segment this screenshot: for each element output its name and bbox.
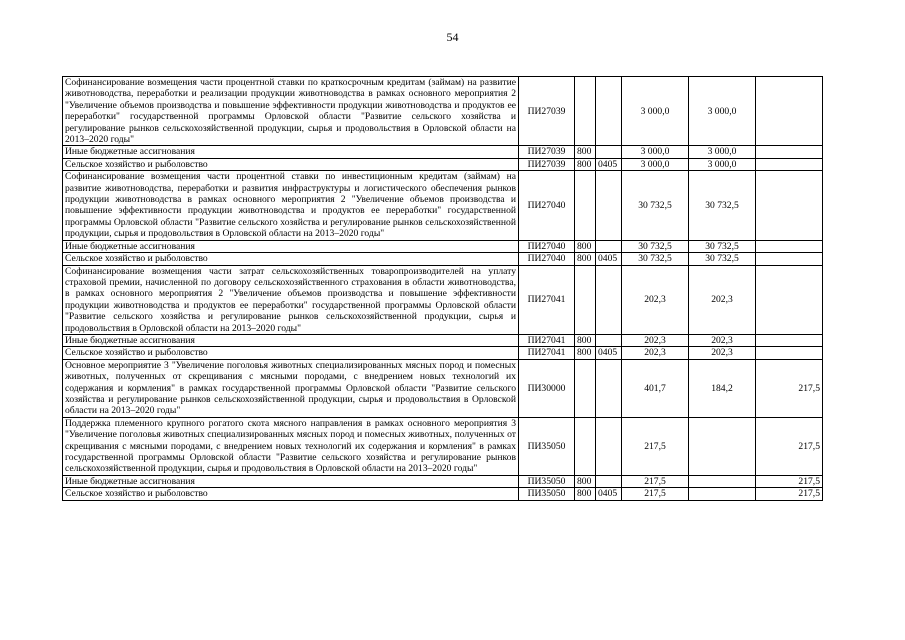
cell-target-code: ПИ35050 bbox=[519, 488, 575, 500]
table-row bbox=[63, 253, 823, 265]
cell-amount-col2: 184,2 bbox=[689, 359, 756, 417]
cell-amount-col2: 3 000,0 bbox=[689, 158, 756, 170]
cell-target-code: ПИ27040 bbox=[519, 253, 575, 265]
table-row bbox=[63, 475, 823, 487]
cell-expense-type: 800 bbox=[575, 475, 596, 487]
cell-target-code: ПИ27041 bbox=[519, 334, 575, 346]
cell-section-code bbox=[596, 146, 622, 158]
cell-description: Иные бюджетные ассигнования bbox=[63, 146, 519, 158]
table-row bbox=[63, 240, 823, 252]
cell-amount-total: 217,5 bbox=[622, 488, 689, 500]
cell-target-code: ПИ27041 bbox=[519, 347, 575, 359]
table-row bbox=[63, 359, 823, 417]
cell-target-code: ПИ35050 bbox=[519, 475, 575, 487]
cell-section-code: 0405 bbox=[596, 347, 622, 359]
cell-expense-type: 800 bbox=[575, 146, 596, 158]
cell-description: Софинансирование возмещения части затрат сельскохозяйственных товаропроизводителей на уплату страховой премии, начисленной по договору сельскохозяйственного страхования в области животноводства, в рамках основного мероприятия 2 "Увеличение объемов производства и повышение эффективности продукции животноводства и продуктов ее переработки" государственной программы Орловской области "Развитие сельского хозяйства и регулирование рынков сельскохозяйственной продукции, сырья и продовольствия в Орловской области на 2013–2020 годы" bbox=[63, 265, 519, 334]
cell-amount-col3: 217,5 bbox=[756, 417, 823, 475]
table-row bbox=[63, 146, 823, 158]
cell-section-code bbox=[596, 171, 622, 240]
cell-amount-col2: 202,3 bbox=[689, 334, 756, 346]
cell-amount-col3: 217,5 bbox=[756, 475, 823, 487]
cell-amount-col2: 202,3 bbox=[689, 347, 756, 359]
cell-section-code bbox=[596, 240, 622, 252]
cell-description: Софинансирование возмещения части процентной ставки по краткосрочным кредитам (займам) на развитие животноводства, переработки и реализации продукции животноводства в рамках основного мероприятия 2 "Увеличение объемов производства и повышение эффективности продукции животноводства и продуктов ее переработки" государственной программы Орловской области "Развитие сельского хозяйства и регулирование рынков сельскохозяйственной продукции, сырья и продовольствия в Орловской области на 2013–2020 годы" bbox=[63, 77, 519, 146]
cell-amount-col3 bbox=[756, 158, 823, 170]
cell-amount-total: 30 732,5 bbox=[622, 240, 689, 252]
cell-amount-col2 bbox=[689, 488, 756, 500]
cell-section-code: 0405 bbox=[596, 158, 622, 170]
table-row bbox=[63, 77, 823, 146]
cell-target-code: ПИ27039 bbox=[519, 146, 575, 158]
cell-section-code bbox=[596, 265, 622, 334]
cell-expense-type: 800 bbox=[575, 347, 596, 359]
cell-target-code: ПИ35050 bbox=[519, 417, 575, 475]
cell-description: Иные бюджетные ассигнования bbox=[63, 475, 519, 487]
cell-description: Иные бюджетные ассигнования bbox=[63, 334, 519, 346]
cell-amount-col3: 217,5 bbox=[756, 359, 823, 417]
cell-description: Сельское хозяйство и рыболовство bbox=[63, 347, 519, 359]
cell-amount-col2: 3 000,0 bbox=[689, 146, 756, 158]
cell-amount-total: 30 732,5 bbox=[622, 253, 689, 265]
cell-section-code bbox=[596, 77, 622, 146]
cell-expense-type: 800 bbox=[575, 334, 596, 346]
cell-description: Поддержка племенного крупного рогатого скота мясного направления в рамках основного мероприятия 3 "Увеличение поголовья животных специализированных мясных пород и помесных животных, полученных от скрещивания с мясными породами, с внедрением новых технологий их содержания и кормления" в рамках государственной программы Орловской области "Развитие сельского хозяйства и регулирование рынков сельскохозяйственной продукции, сырья и продовольствия в Орловской области на 2013–2020 годы" bbox=[63, 417, 519, 475]
cell-target-code: ПИ27040 bbox=[519, 171, 575, 240]
table-row bbox=[63, 417, 823, 475]
cell-amount-col3: 217,5 bbox=[756, 488, 823, 500]
cell-amount-col3 bbox=[756, 347, 823, 359]
cell-amount-total: 202,3 bbox=[622, 265, 689, 334]
cell-target-code: ПИ30000 bbox=[519, 359, 575, 417]
cell-target-code: ПИ27041 bbox=[519, 265, 575, 334]
cell-section-code: 0405 bbox=[596, 488, 622, 500]
cell-amount-col2: 202,3 bbox=[689, 265, 756, 334]
cell-section-code bbox=[596, 417, 622, 475]
cell-expense-type: 800 bbox=[575, 253, 596, 265]
cell-amount-total: 3 000,0 bbox=[622, 158, 689, 170]
cell-amount-total: 217,5 bbox=[622, 475, 689, 487]
cell-section-code: 0405 bbox=[596, 253, 622, 265]
cell-section-code bbox=[596, 359, 622, 417]
cell-amount-total: 3 000,0 bbox=[622, 146, 689, 158]
cell-expense-type bbox=[575, 171, 596, 240]
cell-expense-type bbox=[575, 359, 596, 417]
table-row bbox=[63, 158, 823, 170]
cell-amount-col3 bbox=[756, 171, 823, 240]
cell-amount-col2: 3 000,0 bbox=[689, 77, 756, 146]
cell-amount-col3 bbox=[756, 253, 823, 265]
cell-amount-col3 bbox=[756, 334, 823, 346]
cell-expense-type bbox=[575, 417, 596, 475]
table-row bbox=[63, 265, 823, 334]
cell-amount-col3 bbox=[756, 146, 823, 158]
cell-expense-type: 800 bbox=[575, 488, 596, 500]
cell-amount-col2 bbox=[689, 475, 756, 487]
table-row bbox=[63, 347, 823, 359]
cell-section-code bbox=[596, 334, 622, 346]
cell-amount-col3 bbox=[756, 240, 823, 252]
cell-description: Софинансирование возмещения части процентной ставки по инвестиционным кредитам (займам) на развитие животноводства, переработки и развития инфраструктуры и логистического обеспечения рынков продукции животноводства в рамках основного мероприятия 2 "Увеличение объемов производства и повышение эффективности продукции животноводства и продуктов ее переработки" государственной программы Орловской области "Развитие сельского хозяйства и регулирование рынков сельскохозяйственной продукции, сырья и продовольствия в Орловской области на 2013–2020 годы" bbox=[63, 171, 519, 240]
cell-section-code bbox=[596, 475, 622, 487]
cell-description: Сельское хозяйство и рыболовство bbox=[63, 253, 519, 265]
table-row bbox=[63, 171, 823, 240]
cell-expense-type: 800 bbox=[575, 158, 596, 170]
page-number: 54 bbox=[446, 30, 459, 44]
budget-table bbox=[62, 76, 823, 501]
cell-amount-total: 3 000,0 bbox=[622, 77, 689, 146]
cell-amount-col2: 30 732,5 bbox=[689, 171, 756, 240]
cell-amount-total: 202,3 bbox=[622, 334, 689, 346]
cell-amount-col2: 30 732,5 bbox=[689, 240, 756, 252]
table-row bbox=[63, 334, 823, 346]
cell-target-code: ПИ27039 bbox=[519, 77, 575, 146]
cell-description: Иные бюджетные ассигнования bbox=[63, 240, 519, 252]
cell-description: Сельское хозяйство и рыболовство bbox=[63, 488, 519, 500]
cell-expense-type: 800 bbox=[575, 240, 596, 252]
cell-description: Основное мероприятие 3 "Увеличение поголовья животных специализированных мясных пород и помесных животных, полученных от скрещивания с мясными породами, с внедрением новых технологий их содержания и кормления" в рамках государственной программы Орловской области "Развитие сельского хозяйства и регулирование рынков сельскохозяйственной продукции, сырья и продовольствия в Орловской области на 2013–2020 годы" bbox=[63, 359, 519, 417]
cell-amount-total: 401,7 bbox=[622, 359, 689, 417]
cell-amount-col3 bbox=[756, 265, 823, 334]
cell-target-code: ПИ27039 bbox=[519, 158, 575, 170]
cell-amount-col3 bbox=[756, 77, 823, 146]
cell-amount-total: 202,3 bbox=[622, 347, 689, 359]
cell-amount-col2: 30 732,5 bbox=[689, 253, 756, 265]
cell-expense-type bbox=[575, 265, 596, 334]
table-row bbox=[63, 488, 823, 500]
cell-description: Сельское хозяйство и рыболовство bbox=[63, 158, 519, 170]
cell-amount-total: 217,5 bbox=[622, 417, 689, 475]
cell-amount-total: 30 732,5 bbox=[622, 171, 689, 240]
cell-expense-type bbox=[575, 77, 596, 146]
cell-amount-col2 bbox=[689, 417, 756, 475]
cell-target-code: ПИ27040 bbox=[519, 240, 575, 252]
